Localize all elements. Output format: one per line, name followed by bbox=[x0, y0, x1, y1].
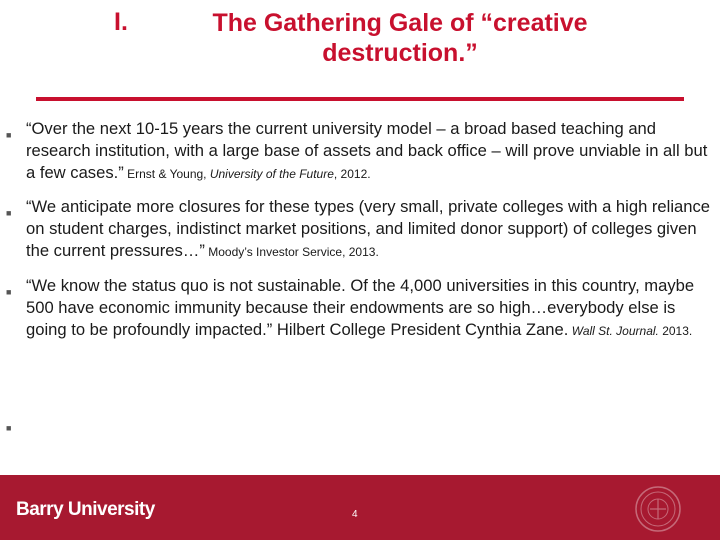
slide-title: The Gathering Gale of “creative destruction.” bbox=[212, 9, 588, 67]
page-number: 4 bbox=[352, 509, 358, 520]
title-numeral: I. bbox=[114, 8, 128, 36]
citation bbox=[205, 245, 379, 259]
citation-source: Moody’s Investor Service, 2013. bbox=[204, 245, 379, 259]
square-bullet-icon: ■ bbox=[6, 423, 12, 433]
citation bbox=[124, 167, 371, 181]
citation-source: Ernst & Young, bbox=[123, 167, 210, 181]
quote-text: “We anticipate more closures for these types (very small, private colleges with a high reliance on student charges, indistinct market positions, and limited donor support) of colleges given the current pressures…” bbox=[26, 197, 711, 260]
citation-title: Wall St. Journal. bbox=[571, 324, 659, 338]
title-underline bbox=[36, 97, 684, 101]
barry-university-logo: Barry University bbox=[16, 499, 155, 520]
citation-title: University of the Future bbox=[209, 167, 334, 181]
citation-year: 2013. bbox=[658, 324, 693, 338]
bullet-text bbox=[26, 196, 718, 263]
bullet-text bbox=[26, 275, 718, 342]
square-bullet-icon: ■ bbox=[6, 130, 12, 140]
quote-text: “We know the status quo is not sustainable. Of the 4,000 universities in this country, maybe 500 have economic immunity because their endowments are so high…everybody else is going to be profoundly impacted.” Hilbert College President Cynthia Zane. bbox=[26, 276, 695, 339]
quote-text: “Over the next 10-15 years the current university model – a broad based teaching and research institution, with a large base of assets and back office – will prove unviable in all but a few cases.” bbox=[26, 119, 708, 182]
citation-year: , 2012. bbox=[333, 167, 371, 181]
square-bullet-icon: ■ bbox=[6, 287, 12, 297]
university-seal-icon bbox=[634, 485, 682, 533]
square-bullet-icon: ■ bbox=[6, 208, 12, 218]
citation bbox=[568, 324, 692, 338]
footer-bar bbox=[0, 475, 720, 540]
bullet-text bbox=[26, 118, 718, 185]
